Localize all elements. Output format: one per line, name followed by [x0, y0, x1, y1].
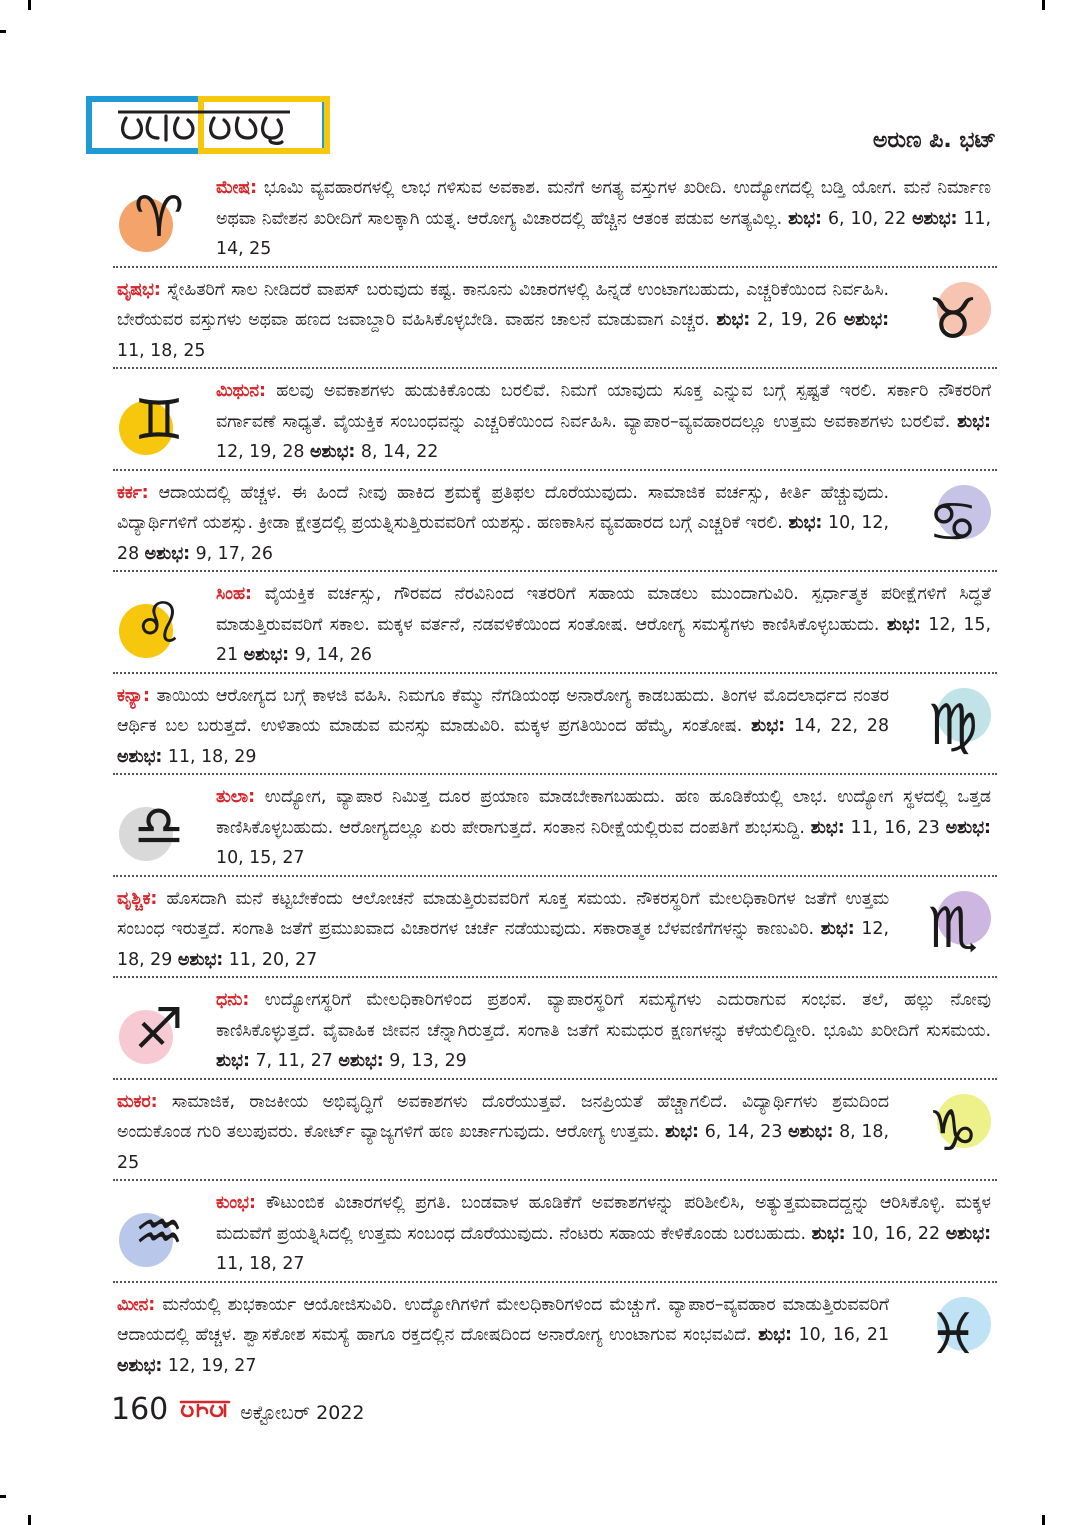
horoscope-entry-libra [113, 775, 997, 877]
crop-mark [28, 0, 31, 10]
bad-days-label: ಅಶುಭ: [117, 1355, 163, 1376]
bad-days: 11, 18, 29 [167, 746, 257, 767]
prediction-text: ವೈಯಕ್ತಿಕ ವರ್ಚಸ್ಸು, ಗೌರವದ ನೆರವಿನಿಂದ ಇತರರಿಗೆ ಸಹಾಯ ಮಾಡಲು ಮುಂದಾಗುವಿರಿ. ಸ್ಪರ್ಧಾತ್ಮಕ ಪರೀಕ್ಷೆಗಳಿಗೆ ಸಿದ್ಧತೆ ಮಾಡುತ್ತಿರುವವರಿಗೆ ಸಕಾಲ. ಮಕ್ಕಳ ವರ್ತನೆ, ನಡವಳಿಕೆಯಿಂದ ಸಂತೋಷ. ಆರೋಗ್ಯ ಸಮಸ್ಯೆಗಳು ಕಾಣಿಸಿಕೊಳ್ಳಬಹುದು. [216, 584, 991, 635]
bad-days-label: ಅಶುಭ: [177, 949, 224, 970]
horoscope-entry-sagittarius [113, 978, 997, 1080]
bad-days-label: ಅಶುಭ: [788, 1122, 834, 1142]
bad-days: 8, 14, 22 [360, 442, 439, 462]
prediction-text: ಆದಾಯದಲ್ಲಿ ಹೆಚ್ಚಳ. ಈ ಹಿಂದೆ ನೀವು ಹಾಕಿದ ಶ್ರಮಕ್ಕೆ ಪ್ರತಿಫಲ ದೊರೆಯುವುದು. ಸಾಮಾಜಿಕ ವರ್ಚಸ್ಸು, ಕೀರ್ತಿ ಹೆಚ್ಚುವುದು. ವಿದ್ಯಾರ್ಥಿಗಳಿಗೆ ಯಶಸ್ಸು. ಕ್ರೀಡಾ ಕ್ಷೇತ್ರದಲ್ಲಿ ಪ್ರಯತ್ನಿಸುತ್ತಿರುವವರಿಗೆ ಯಶಸ್ಸು. ಹಣಕಾಸಿನ ವ್ಯವಹಾರದ ಬಗ್ಗೆ ಎಚ್ಚರಿಕೆ ಇರಲಿ. [117, 482, 889, 533]
good-days-label: ಶುಭ: [811, 1223, 846, 1244]
sign-name: ತುಲಾ: [216, 787, 256, 807]
bad-days-label: ಅಶುಭ: [912, 208, 958, 229]
bad-days: 11, 18, 25 [117, 340, 206, 361]
horoscope-entry-pisces [113, 1283, 997, 1385]
sign-name: ವೃಶ್ಚಿಕ: [117, 888, 158, 909]
entry-text [216, 782, 991, 874]
sign-name: ಮಕರ: [117, 1091, 158, 1112]
aquarius-icon: ♒ [117, 1191, 201, 1275]
leo-icon: ♌ [117, 582, 201, 666]
page-footer [111, 1392, 365, 1427]
sign-name: ಮೇಷ: [216, 178, 258, 198]
prediction-text: ಉದ್ಯೋಗಸ್ಥರಿಗೆ ಮೇಲಧಿಕಾರಿಗಳಿಂದ ಪ್ರಶಂಸೆ. ವ್ಯಾಪಾರಸ್ಥರಿಗೆ ಸಮಸ್ಯೆಗಳು ಎದುರಾಗುವ ಸಂಭವ. ತಲೆ, ಹಲ್ಲು ನೋವು ಕಾಣಿಸಿಕೊಳ್ಳುತ್ತದೆ. ವೈವಾಹಿಕ ಜೀವನ ಚೆನ್ನಾಗಿರುತ್ತದೆ. ಸಂಗಾತಿ ಜತೆಗೆ ಸುಮಧುರ ಕ್ಷಣಗಳನ್ನು ಕಳೆಯಲಿದ್ದೀರಿ. ಭೂಮಿ ಖರೀದಿಗೆ ಸುಸಮಯ. [216, 990, 991, 1041]
prediction-text: ತಾಯಿಯ ಆರೋಗ್ಯದ ಬಗ್ಗೆ ಕಾಳಜಿ ವಹಿಸಿ. ನಿಮಗೂ ಕೆಮ್ಮು ನೆಗಡಿಯಂಥ ಅನಾರೋಗ್ಯ ಕಾಡಬಹುದು. ತಿಂಗಳ ಮೊದಲಾರ್ಧದ ನಂತರ ಆರ್ಥಿಕ ಬಲ ಬರುತ್ತದೆ. ಉಳಿತಾಯ ಮಾಡುವ ಮನಸ್ಸು ಮಾಡುವಿರಿ. ಮಕ್ಕಳ ಪ್ರಗತಿಯಿಂದ ಹೆಮ್ಮೆ, ಸಂತೋಷ. [117, 685, 890, 736]
horoscope-entry-cancer [113, 471, 997, 573]
taurus-icon: ♉ [911, 278, 995, 362]
entry-text [216, 376, 991, 468]
good-days-label: ಶುಭ: [758, 1325, 792, 1345]
magazine-logo [178, 1397, 232, 1419]
entry-text [117, 884, 889, 976]
page-header [84, 96, 996, 162]
aries-icon: ♈ [117, 176, 201, 260]
good-days: 12, 19, 28 [216, 442, 305, 462]
good-days-label: ಶುಭ: [788, 513, 823, 533]
prediction-text: ಹೊಸದಾಗಿ ಮನೆ ಕಟ್ಟಬೇಕೆಂದು ಆಲೋಚನೆ ಮಾಡುತ್ತಿರುವವರಿಗೆ ಸೂಕ್ತ ಸಮಯ. ನೌಕರಸ್ಥರಿಗೆ ಮೇಲಧಿಕಾರಿಗಳ ಜತೆಗೆ ಉತ್ತಮ ಸಂಬಂಧ ಇರುತ್ತದೆ. ಸಂಗಾತಿ ಜತೆಗೆ ಪ್ರಮುಖವಾದ ವಿಚಾರಗಳ ಚರ್ಚೆ ನಡೆಯುವುದು. ಸಕಾರಾತ್ಮಕ ಬೆಳವಣಿಗೆಗಳನ್ನು ಕಾಣುವಿರಿ. [117, 888, 889, 939]
bad-days-label: ಅಶುಭ: [945, 1223, 992, 1244]
scorpio-icon: ♏ [911, 887, 995, 971]
horoscope-entry-capricorn [113, 1080, 997, 1182]
entry-text [216, 173, 991, 265]
bad-days-label: ಅಶುಭ: [843, 310, 890, 330]
good-days: 12, 18, 29 [117, 919, 889, 970]
bad-days-label: ಅಶುಭ: [338, 1051, 384, 1071]
sign-name: ಮೀನ: [117, 1294, 156, 1315]
good-days-label: ಶುಭ: [886, 614, 921, 635]
crop-mark [28, 1515, 31, 1525]
bad-days-label: ಅಶುಭ: [144, 543, 191, 564]
horoscope-list [113, 166, 997, 1384]
good-days-label: ಶುಭ: [810, 817, 845, 838]
author-name: ಅರುಣ ಪಿ. ಭಟ್ [872, 128, 996, 153]
bad-days-label: ಅಶುಭ: [945, 817, 992, 838]
prediction-text: ಭೂಮಿ ವ್ಯವಹಾರಗಳಲ್ಲಿ ಲಾಭ ಗಳಿಸುವ ಅವಕಾಶ. ಮನೆಗೆ ಅಗತ್ಯ ವಸ್ತುಗಳ ಖರೀದಿ. ಉದ್ಯೋಗದಲ್ಲಿ ಬಡ್ತಿ ಯೋಗ. ಮನೆ ನಿರ್ಮಾಣ ಅಥವಾ ನಿವೇಶನ ಖರೀದಿಗೆ ಸಾಲಕ್ಕಾಗಿ ಯತ್ನ. ಆರೋಗ್ಯ ವಿಚಾರದಲ್ಲಿ ಹೆಚ್ಚಿನ ಆತಂಕ ಪಡುವ ಅಗತ್ಯವಿಲ್ಲ. [216, 178, 992, 229]
good-days-label: ಶುಭ: [751, 716, 786, 736]
crop-mark [1042, 1515, 1045, 1525]
good-days: 10, 16, 21 [798, 1325, 890, 1345]
entry-text [117, 478, 889, 570]
good-days-label: ಶುಭ: [665, 1122, 700, 1142]
gemini-icon: ♊ [117, 379, 201, 463]
bad-days: 10, 15, 27 [216, 848, 305, 868]
section-title-box [86, 96, 328, 154]
page-number: 160 [111, 1392, 169, 1427]
issue-date: ಅಕ್ಟೋಬರ್ 2022 [240, 1402, 365, 1424]
crop-mark [1042, 0, 1045, 10]
good-days: 2, 19, 26 [757, 310, 837, 330]
sign-name: ಕರ್ಕ: [117, 482, 149, 503]
bad-days-label: ಅಶುಭ: [310, 442, 356, 462]
horoscope-entry-gemini [113, 369, 997, 471]
good-days-label: ಶುಭ: [788, 208, 823, 229]
horoscope-entry-aries [113, 166, 997, 268]
good-days: 6, 14, 23 [704, 1122, 783, 1142]
bad-days-label: ಅಶುಭ: [243, 645, 290, 665]
horoscope-entry-scorpio [113, 877, 997, 979]
bad-days: 11, 20, 27 [228, 949, 318, 970]
sign-name: ಸಿಂಹ: [216, 584, 252, 604]
section-title [114, 104, 294, 146]
horoscope-entry-leo [113, 572, 997, 674]
bad-days: 11, 18, 27 [216, 1254, 305, 1274]
bad-days: 9, 13, 29 [389, 1051, 467, 1071]
crop-mark [0, 30, 6, 33]
good-days-label: ಶುಭ: [716, 310, 751, 330]
prediction-text: ಸ್ನೇಹಿತರಿಗೆ ಸಾಲ ನೀಡಿದರೆ ವಾಪಸ್ ಬರುವುದು ಕಷ್ಟ. ಕಾನೂನು ವಿಚಾರಗಳಲ್ಲಿ ಹಿನ್ನಡೆ ಉಂಟಾಗಬಹುದು, ಎಚ್ಚರಿಕೆಯಿಂದ ನಿರ್ವಹಿಸಿ. ಬೇರೆಯವರ ವಸ್ತುಗಳು ಅಥವಾ ಹಣದ ಜವಾಬ್ದಾರಿ ವಹಿಸಿಕೊಳ್ಳಬೇಡಿ. ವಾಹನ ಚಾಲನೆ ಮಾಡುವಾಗ ಎಚ್ಚರ. [117, 279, 890, 330]
good-days: 10, 16, 22 [851, 1223, 941, 1244]
bad-days: 12, 19, 27 [167, 1355, 257, 1376]
prediction-text: ಉದ್ಯೋಗ, ವ್ಯಾಪಾರ ನಿಮಿತ್ತ ದೂರ ಪ್ರಯಾಣ ಮಾಡಬೇಕಾಗಬಹುದು. ಹಣ ಹೂಡಿಕೆಯಲ್ಲಿ ಲಾಭ. ಉದ್ಯೋಗ ಸ್ಥಳದಲ್ಲಿ ಒತ್ತಡ ಕಾಣಿಸಿಕೊಳ್ಳಬಹುದು. ಆರೋಗ್ಯದಲ್ಲೂ ಏರು ಪೇರಾಗುತ್ತದೆ. ಸಂತಾನ ನಿರೀಕ್ಷೆಯಲ್ಲಿರುವ ದಂಪತಿಗೆ ಶುಭಸುದ್ದಿ. [216, 787, 991, 838]
prediction-text: ಸಾಮಾಜಿಕ, ರಾಜಕೀಯ ಅಭಿವೃದ್ಧಿಗೆ ಅವಕಾಶಗಳು ದೊರೆಯುತ್ತವೆ. ಜನಪ್ರಿಯತೆ ಹೆಚ್ಚಾಗಲಿದೆ. ವಿದ್ಯಾರ್ಥಿಗಳು ಶ್ರಮದಿಂದ ಅಂದುಕೊಂಡ ಗುರಿ ತಲುಪುವರು. ಕೋರ್ಟ್ ವ್ಯಾಜ್ಯಗಳಿಗೆ ಹಣ ಖರ್ಚಾಗುವುದು. ಆರೋಗ್ಯ ಉತ್ತಮ. [117, 1091, 890, 1142]
bad-days: 8, 18, 25 [117, 1122, 890, 1173]
horoscope-entry-aquarius [113, 1181, 997, 1283]
sign-name: ವೃಷಭ: [117, 279, 161, 300]
horoscope-entry-virgo [113, 674, 997, 776]
good-days: 12, 15, 21 [216, 614, 991, 665]
sign-name: ಕುಂಭ: [216, 1193, 256, 1213]
entry-text [216, 1188, 991, 1280]
good-days: 7, 11, 27 [255, 1051, 333, 1071]
bad-days: 9, 17, 26 [195, 543, 273, 564]
entry-text [117, 681, 889, 773]
sign-name: ಧನು: [216, 990, 250, 1010]
prediction-text: ಮನೆಯಲ್ಲಿ ಶುಭಕಾರ್ಯ ಆಯೋಜಿಸುವಿರಿ. ಉದ್ಯೋಗಿಗಳಿಗೆ ಮೇಲಧಿಕಾರಿಗಳಿಂದ ಮೆಚ್ಚುಗೆ. ವ್ಯಾಪಾರ–ವ್ಯವಹಾರ ಮಾಡುತ್ತಿರುವವರಿಗೆ ಆದಾಯದಲ್ಲಿ ಹೆಚ್ಚಳ. ಶ್ವಾಸಕೋಶ ಸಮಸ್ಯೆ ಹಾಗೂ ರಕ್ತದಲ್ಲಿನ ದೋಷದಿಂದ ಅನಾರೋಗ್ಯ ಉಂಟಾಗುವ ಸಂಭವವಿದೆ. [117, 1294, 889, 1345]
entry-text [117, 1087, 889, 1179]
good-days-label: ಶುಭ: [820, 919, 855, 939]
prediction-text: ಹಲವು ಅವಕಾಶಗಳು ಹುಡುಕಿಕೊಂಡು ಬರಲಿವೆ. ನಿಮಗೆ ಯಾವುದು ಸೂಕ್ತ ಎನ್ನುವ ಬಗ್ಗೆ ಸ್ಪಷ್ಟತೆ ಇರಲಿ. ಸರ್ಕಾರಿ ನೌಕರರಿಗೆ ವರ್ಗಾವಣೆ ಸಾಧ್ಯತೆ. ವೈಯಕ್ತಿಕ ಸಂಬಂಧವನ್ನು ಎಚ್ಚರಿಕೆಯಿಂದ ನಿರ್ವಹಿಸಿ. ವ್ಯಾಪಾರ–ವ್ಯವಹಾರದಲ್ಲೂ ಉತ್ತಮ ಅವಕಾಶಗಳು ಬರಲಿವೆ. [216, 381, 991, 432]
pisces-icon: ♓ [911, 1293, 995, 1377]
prediction-text: ಕೌಟುಂಬಿಕ ವಿಚಾರಗಳಲ್ಲಿ ಪ್ರಗತಿ. ಬಂಡವಾಳ ಹೂಡಿಕೆಗೆ ಅವಕಾಶಗಳನ್ನು ಪರಿಶೀಲಿಸಿ, ಅತ್ಯುತ್ತಮವಾದದ್ದನ್ನು ಆರಿಸಿಕೊಳ್ಳಿ. ಮಕ್ಕಳ ಮದುವೆಗೆ ಪ್ರಯತ್ನಿಸಿದಲ್ಲಿ ಉತ್ತಮ ಸಂಬಂಧ ದೊರೆಯುವುದು. ನೆಂಟರು ಸಹಾಯ ಕೇಳಿಕೊಂಡು ಬರಬಹುದು. [216, 1193, 992, 1244]
sagittarius-icon: ♐ [117, 988, 201, 1072]
bad-days-label: ಅಶುಭ: [117, 746, 163, 767]
entry-text [117, 275, 889, 367]
good-days: 10, 12, 28 [117, 513, 889, 564]
horoscope-entry-taurus [113, 268, 997, 370]
good-days: 11, 16, 23 [850, 817, 940, 838]
good-days: 6, 10, 22 [827, 208, 907, 229]
sign-name: ಕನ್ಯಾ: [117, 685, 150, 706]
entry-text [216, 579, 991, 671]
good-days-label: ಶುಭ: [216, 1051, 250, 1071]
good-days: 14, 22, 28 [793, 716, 890, 736]
good-days-label: ಶುಭ: [957, 411, 991, 432]
cancer-icon: ♋ [911, 481, 995, 565]
capricorn-icon: ♑ [911, 1090, 995, 1174]
virgo-icon: ♍ [911, 684, 995, 768]
entry-text [117, 1290, 889, 1382]
crop-mark [0, 1495, 6, 1498]
libra-icon: ♎ [117, 785, 201, 869]
bad-days: 9, 14, 26 [294, 645, 372, 665]
sign-name: ಮಿಥುನ: [216, 381, 267, 401]
entry-text [216, 985, 991, 1077]
bad-days: 11, 14, 25 [216, 208, 992, 259]
